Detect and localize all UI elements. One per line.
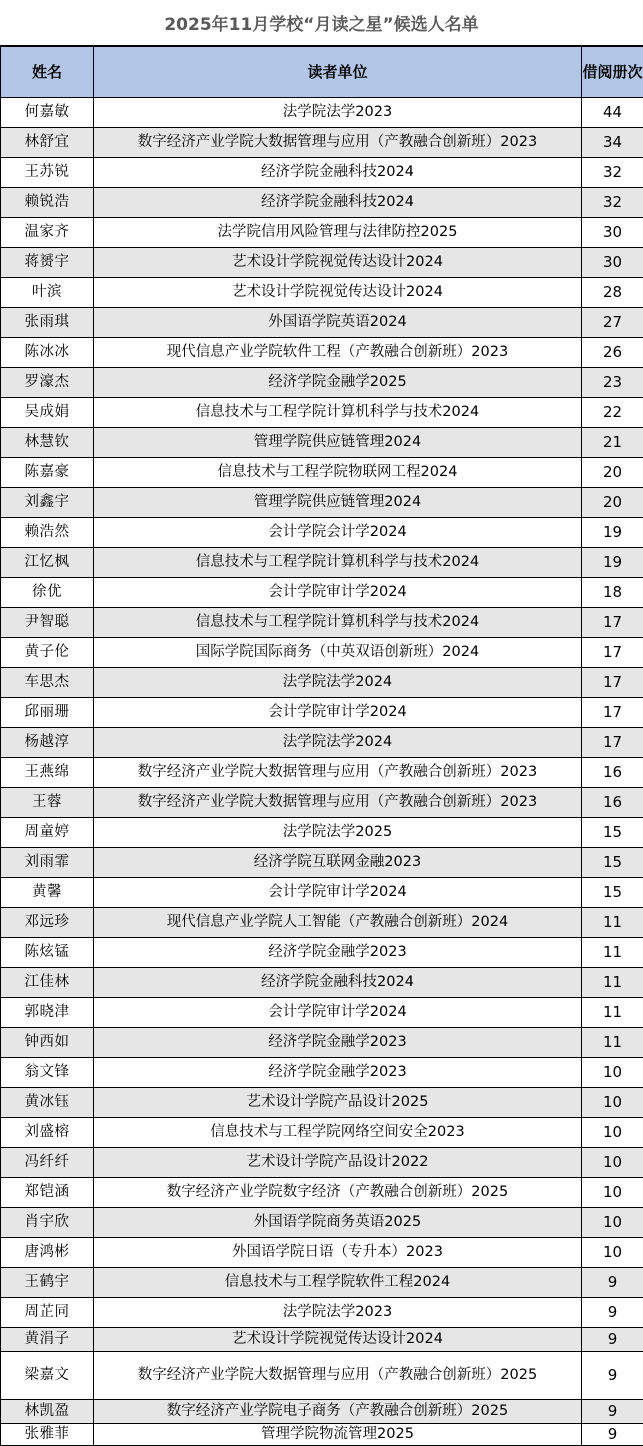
cell-count: 30 [582, 248, 643, 278]
cell-name: 唐鸿彬 [1, 1238, 94, 1268]
cell-unit: 艺术设计学院视觉传达设计2024 [94, 248, 582, 278]
cell-count: 20 [582, 458, 643, 488]
cell-count: 19 [582, 518, 643, 548]
table-row [1, 1208, 643, 1238]
cell-name: 杨越淳 [1, 728, 94, 758]
table-row [1, 638, 643, 668]
table-row [1, 128, 643, 158]
cell-count: 10 [582, 1178, 643, 1208]
cell-name: 周芷同 [1, 1298, 94, 1328]
cell-name: 周童婷 [1, 818, 94, 848]
cell-unit: 法学院信用风险管理与法律防控2025 [94, 218, 582, 248]
cell-name: 赖锐浩 [1, 188, 94, 218]
candidate-table [0, 46, 643, 1446]
header-count: 借阅册次 [582, 47, 643, 98]
cell-name: 刘鑫宇 [1, 488, 94, 518]
cell-count: 9 [582, 1268, 643, 1298]
table-row [1, 458, 643, 488]
table-row [1, 98, 643, 128]
table-row [1, 1118, 643, 1148]
cell-unit: 法学院法学2024 [94, 728, 582, 758]
cell-name: 车思杰 [1, 668, 94, 698]
cell-unit: 会计学院审计学2024 [94, 998, 582, 1028]
cell-unit: 外国语学院日语（专升本）2023 [94, 1238, 582, 1268]
cell-unit: 法学院法学2023 [94, 98, 582, 128]
cell-name: 郑铠涵 [1, 1178, 94, 1208]
cell-unit: 经济学院金融科技2024 [94, 968, 582, 998]
cell-count: 11 [582, 968, 643, 998]
table-row [1, 848, 643, 878]
table-row [1, 1148, 643, 1178]
cell-count: 17 [582, 728, 643, 758]
cell-unit: 数字经济产业学院大数据管理与应用（产教融合创新班）2023 [94, 758, 582, 788]
cell-count: 10 [582, 1238, 643, 1268]
cell-name: 何嘉敏 [1, 98, 94, 128]
table-row [1, 1298, 643, 1328]
table-row [1, 1352, 643, 1400]
table-row [1, 908, 643, 938]
cell-unit: 信息技术与工程学院计算机科学与技术2024 [94, 548, 582, 578]
cell-count: 10 [582, 1148, 643, 1178]
cell-count: 9 [582, 1328, 643, 1352]
table-row [1, 368, 643, 398]
cell-count: 11 [582, 908, 643, 938]
cell-count: 19 [582, 548, 643, 578]
cell-name: 陈嘉豪 [1, 458, 94, 488]
cell-count: 11 [582, 1028, 643, 1058]
cell-count: 15 [582, 878, 643, 908]
cell-name: 黄涓子 [1, 1328, 94, 1352]
cell-name: 邱丽珊 [1, 698, 94, 728]
cell-unit: 管理学院供应链管理2024 [94, 428, 582, 458]
header-name: 姓名 [1, 47, 94, 98]
cell-unit: 管理学院物流管理2025 [94, 1424, 582, 1446]
table-row [1, 1058, 643, 1088]
cell-count: 10 [582, 1118, 643, 1148]
table-row [1, 1424, 643, 1446]
cell-count: 16 [582, 788, 643, 818]
cell-count: 11 [582, 938, 643, 968]
cell-unit: 法学院法学2024 [94, 668, 582, 698]
cell-name: 刘盛榕 [1, 1118, 94, 1148]
table-row [1, 158, 643, 188]
cell-name: 郭晓津 [1, 998, 94, 1028]
table-row [1, 488, 643, 518]
cell-count: 27 [582, 308, 643, 338]
table-row [1, 338, 643, 368]
table-row [1, 188, 643, 218]
cell-count: 17 [582, 608, 643, 638]
cell-name: 翁文锋 [1, 1058, 94, 1088]
cell-count: 30 [582, 218, 643, 248]
cell-unit: 外国语学院英语2024 [94, 308, 582, 338]
cell-name: 叶滨 [1, 278, 94, 308]
table-body [1, 98, 643, 1446]
cell-name: 王鹤宇 [1, 1268, 94, 1298]
cell-count: 10 [582, 1058, 643, 1088]
cell-unit: 外国语学院商务英语2025 [94, 1208, 582, 1238]
cell-count: 9 [582, 1400, 643, 1424]
table-row [1, 518, 643, 548]
table-row [1, 1328, 643, 1352]
header-unit: 读者单位 [94, 47, 582, 98]
cell-name: 刘雨霏 [1, 848, 94, 878]
cell-unit: 会计学院审计学2024 [94, 698, 582, 728]
cell-name: 赖浩然 [1, 518, 94, 548]
table-row [1, 1178, 643, 1208]
cell-name: 陈炫锰 [1, 938, 94, 968]
cell-unit: 国际学院国际商务（中英双语创新班）2024 [94, 638, 582, 668]
cell-unit: 艺术设计学院视觉传达设计2024 [94, 1328, 582, 1352]
cell-unit: 艺术设计学院视觉传达设计2024 [94, 278, 582, 308]
cell-unit: 艺术设计学院产品设计2022 [94, 1148, 582, 1178]
table-row [1, 1028, 643, 1058]
cell-name: 黄子伦 [1, 638, 94, 668]
cell-name: 冯纤纤 [1, 1148, 94, 1178]
table-row [1, 938, 643, 968]
cell-name: 罗濠杰 [1, 368, 94, 398]
cell-count: 22 [582, 398, 643, 428]
page-title: 2025年11月学校“月读之星”候选人名单 [0, 0, 643, 46]
cell-unit: 信息技术与工程学院网络空间安全2023 [94, 1118, 582, 1148]
cell-name: 王燕绵 [1, 758, 94, 788]
cell-count: 26 [582, 338, 643, 368]
cell-count: 44 [582, 98, 643, 128]
cell-count: 20 [582, 488, 643, 518]
cell-count: 11 [582, 998, 643, 1028]
cell-name: 黄馨 [1, 878, 94, 908]
cell-name: 王蓉 [1, 788, 94, 818]
table-row [1, 1268, 643, 1298]
cell-name: 林慧钦 [1, 428, 94, 458]
table-row [1, 1238, 643, 1268]
cell-unit: 现代信息产业学院软件工程（产教融合创新班）2023 [94, 338, 582, 368]
cell-count: 16 [582, 758, 643, 788]
cell-name: 江忆枫 [1, 548, 94, 578]
cell-unit: 信息技术与工程学院计算机科学与技术2024 [94, 398, 582, 428]
cell-unit: 经济学院金融科技2024 [94, 158, 582, 188]
cell-unit: 数字经济产业学院大数据管理与应用（产教融合创新班）2023 [94, 128, 582, 158]
table-row [1, 608, 643, 638]
cell-unit: 数字经济产业学院数字经济（产教融合创新班）2025 [94, 1178, 582, 1208]
table-row [1, 1400, 643, 1424]
cell-count: 15 [582, 818, 643, 848]
cell-name: 钟西如 [1, 1028, 94, 1058]
table-row [1, 818, 643, 848]
cell-unit: 信息技术与工程学院计算机科学与技术2024 [94, 608, 582, 638]
cell-name: 肖宇欣 [1, 1208, 94, 1238]
cell-unit: 数字经济产业学院大数据管理与应用（产教融合创新班）2023 [94, 788, 582, 818]
cell-name: 陈冰冰 [1, 338, 94, 368]
cell-count: 17 [582, 638, 643, 668]
cell-unit: 会计学院审计学2024 [94, 878, 582, 908]
cell-name: 王苏锐 [1, 158, 94, 188]
table-row [1, 578, 643, 608]
cell-count: 28 [582, 278, 643, 308]
cell-name: 黄冰钰 [1, 1088, 94, 1118]
cell-count: 18 [582, 578, 643, 608]
cell-name: 江佳林 [1, 968, 94, 998]
cell-count: 21 [582, 428, 643, 458]
cell-name: 尹智聪 [1, 608, 94, 638]
cell-unit: 经济学院金融学2023 [94, 1028, 582, 1058]
cell-count: 34 [582, 128, 643, 158]
cell-name: 梁嘉文 [1, 1352, 94, 1400]
cell-unit: 法学院法学2025 [94, 818, 582, 848]
cell-unit: 经济学院金融科技2024 [94, 188, 582, 218]
cell-unit: 经济学院互联网金融2023 [94, 848, 582, 878]
table-row [1, 788, 643, 818]
table-row [1, 548, 643, 578]
cell-count: 9 [582, 1424, 643, 1446]
cell-unit: 数字经济产业学院电子商务（产教融合创新班）2025 [94, 1400, 582, 1424]
cell-name: 邓远珍 [1, 908, 94, 938]
cell-count: 32 [582, 188, 643, 218]
cell-unit: 会计学院审计学2024 [94, 578, 582, 608]
cell-unit: 经济学院金融学2025 [94, 368, 582, 398]
cell-count: 9 [582, 1352, 643, 1400]
table-row [1, 698, 643, 728]
cell-unit: 会计学院会计学2024 [94, 518, 582, 548]
table-row [1, 1088, 643, 1118]
cell-count: 10 [582, 1208, 643, 1238]
table-row [1, 218, 643, 248]
cell-unit: 艺术设计学院产品设计2025 [94, 1088, 582, 1118]
table-header-row [1, 47, 643, 98]
cell-name: 张雨琪 [1, 308, 94, 338]
cell-count: 17 [582, 668, 643, 698]
cell-name: 林舒宜 [1, 128, 94, 158]
table-row [1, 278, 643, 308]
cell-count: 9 [582, 1298, 643, 1328]
table-row [1, 998, 643, 1028]
table-row [1, 758, 643, 788]
cell-name: 吴成娟 [1, 398, 94, 428]
cell-unit: 管理学院供应链管理2024 [94, 488, 582, 518]
cell-name: 蒋赟宇 [1, 248, 94, 278]
cell-name: 张雅菲 [1, 1424, 94, 1446]
cell-unit: 现代信息产业学院人工智能（产教融合创新班）2024 [94, 908, 582, 938]
table-row [1, 308, 643, 338]
table-row [1, 728, 643, 758]
cell-unit: 信息技术与工程学院软件工程2024 [94, 1268, 582, 1298]
cell-count: 15 [582, 848, 643, 878]
cell-count: 32 [582, 158, 643, 188]
table-row [1, 428, 643, 458]
cell-unit: 法学院法学2023 [94, 1298, 582, 1328]
cell-unit: 经济学院金融学2023 [94, 938, 582, 968]
cell-name: 徐优 [1, 578, 94, 608]
table-row [1, 968, 643, 998]
cell-name: 林凯盈 [1, 1400, 94, 1424]
cell-count: 17 [582, 698, 643, 728]
cell-unit: 信息技术与工程学院物联网工程2024 [94, 458, 582, 488]
cell-unit: 经济学院金融学2023 [94, 1058, 582, 1088]
cell-name: 温家齐 [1, 218, 94, 248]
table-row [1, 878, 643, 908]
cell-count: 10 [582, 1088, 643, 1118]
table-row [1, 248, 643, 278]
table-row [1, 398, 643, 428]
cell-count: 23 [582, 368, 643, 398]
table-row [1, 668, 643, 698]
cell-unit: 数字经济产业学院大数据管理与应用（产教融合创新班）2025 [94, 1352, 582, 1400]
